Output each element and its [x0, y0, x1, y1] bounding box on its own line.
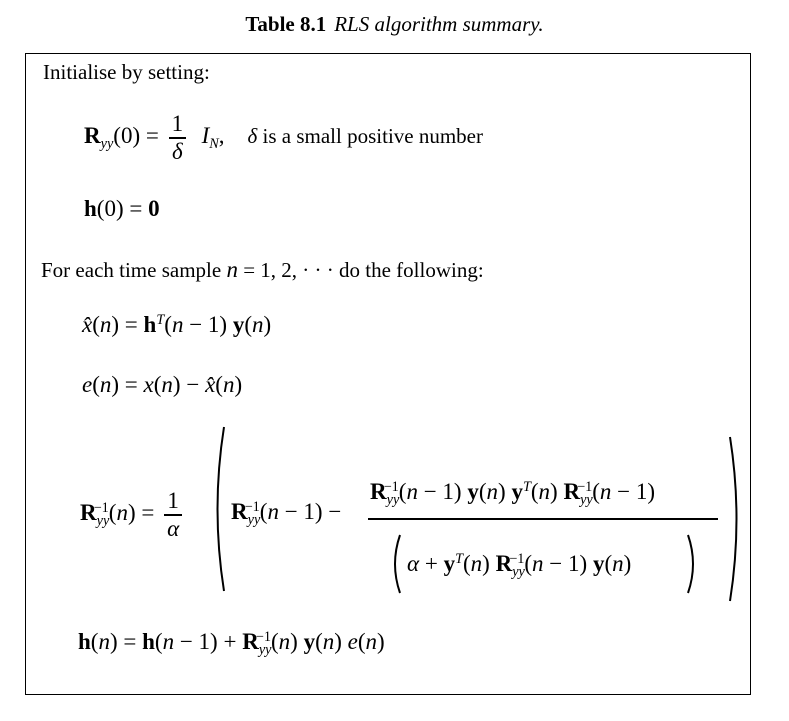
- eq-inverse-term: $R_{yy}^{-1}(n - 1)$ −: [231, 499, 342, 528]
- frac-one-over-delta: $\frac{1}{\delta}$: [169, 112, 187, 164]
- eq-prediction: x̂(n) = $h^T(n - 1)$ y(n): [82, 312, 272, 337]
- frac-one-over-alpha: $\frac{1}{\alpha}$: [164, 489, 182, 541]
- small-right-paren: [684, 532, 700, 596]
- table-title: [0, 12, 789, 37]
- eq-gain-numerator: $R_{yy}^{-1}(n - 1)$ y(n) $y^T(n) R_{yy}^{-1}(n - 1)$: [370, 479, 656, 508]
- table-caption: RLS algorithm summary.: [334, 12, 544, 36]
- big-left-paren: [208, 424, 228, 594]
- eq-inverse-update: $R_{yy}^{-1}(n)$ = $\frac{1}{\alpha}$: [80, 489, 186, 541]
- table-number: Table 8.1: [245, 12, 327, 36]
- algorithm-box: [25, 53, 751, 695]
- loop-heading-end: do the following:: [339, 258, 484, 282]
- eq-error: e(n) = x(n) − x̂(n): [82, 372, 243, 397]
- delta-symbol: δ: [247, 124, 258, 149]
- eq-weight-update: $h(n) = h(n - 1) + R_{yy}^{-1}(n)$ y(n) e(n): [78, 629, 385, 658]
- init-heading: Initialise by setting:: [43, 60, 210, 84]
- eq-init-h: h(0) = 0: [84, 196, 160, 221]
- small-left-paren: [388, 532, 404, 596]
- loop-heading: For each time sample n = 1, 2, · · · do the following:: [41, 257, 484, 282]
- fraction-bar: [368, 518, 718, 520]
- big-right-paren: [726, 434, 746, 604]
- eq-init-R: $R_{yy}(0)$ = $\frac{1}{\delta}$ $I_N$, δ is a small positive number: [84, 111, 484, 164]
- delta-description: is a small positive number: [262, 124, 484, 149]
- loop-heading-start: For each time sample: [41, 258, 222, 282]
- eq-gain-denominator: $\alpha + y^T(n) R_{yy}^{-1}(n - 1)$ y(n): [407, 551, 632, 580]
